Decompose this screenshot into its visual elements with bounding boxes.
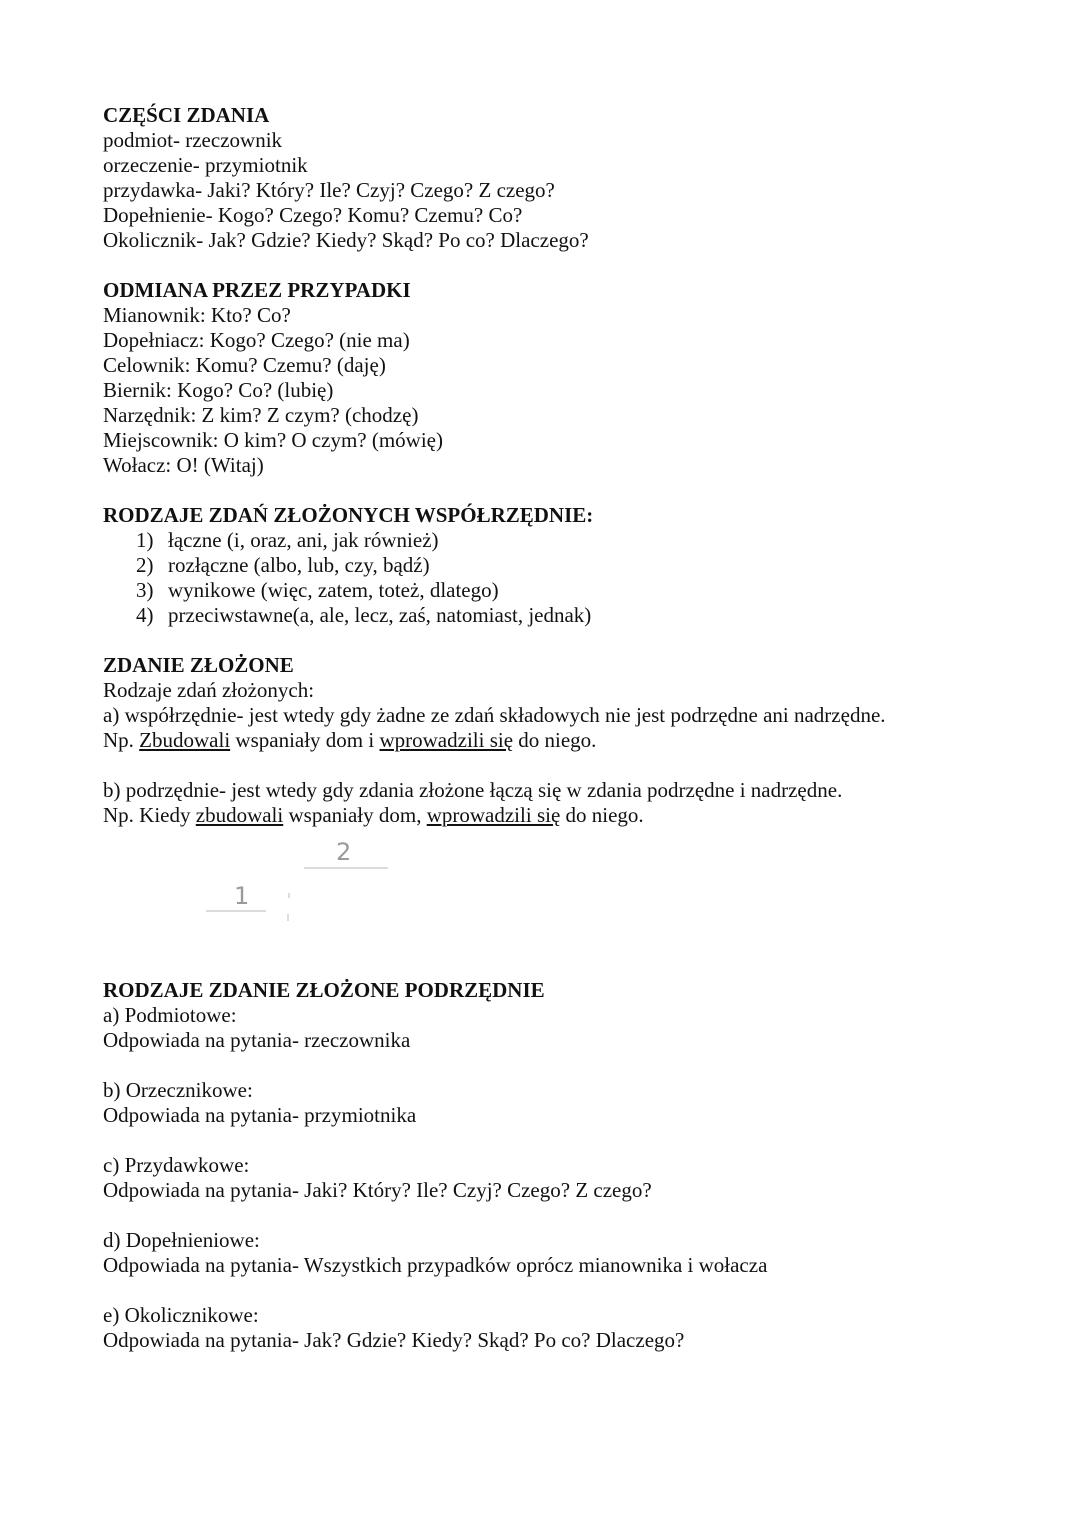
type-answer: Odpowiada na pytania- przymiotnika: [103, 1103, 417, 1127]
text-line: Wołacz: O! (Witaj): [103, 453, 264, 477]
list-item: [103, 578, 1003, 603]
type-label: d) Dopełnieniowe:: [103, 1228, 260, 1252]
section-title-wspolrzednie: RODZAJE ZDAŃ ZŁOŻONYCH WSPÓŁRZĘDNIE:: [103, 503, 594, 527]
section-title-zdanie-zlozone: ZDANIE ZŁOŻONE: [103, 653, 294, 677]
text-line: a) współrzędnie- jest wtedy gdy żadne ze zdań składowych nie jest podrzędne ani nadrzędne.: [103, 703, 886, 727]
text-line: Dopełniacz: Kogo? Czego? (nie ma): [103, 328, 410, 352]
example-sentence: [103, 803, 1003, 828]
example-text: wspaniały dom,: [283, 803, 427, 827]
text-line: Dopełnienie- Kogo? Czego? Komu? Czemu? Co?: [103, 203, 523, 227]
text-line: przydawka- Jaki? Który? Ile? Czyj? Czego? Z czego?: [103, 178, 555, 202]
example-text: Np.: [103, 728, 140, 752]
example-text: Np. Kiedy: [103, 803, 196, 827]
type-answer: Odpowiada na pytania- Jak? Gdzie? Kiedy? Skąd? Po co? Dlaczego?: [103, 1328, 685, 1352]
type-label: a) Podmiotowe:: [103, 1003, 237, 1027]
handwritten-mark-1: 1: [234, 882, 250, 910]
example-text: do niego.: [513, 728, 597, 752]
example-sentence: [103, 728, 1003, 753]
text-line: Celownik: Komu? Czemu? (daję): [103, 353, 386, 377]
example-text: wspaniały dom i: [230, 728, 380, 752]
list-number: 1): [136, 528, 154, 552]
numbered-list: [103, 528, 1003, 628]
text-line: orzeczenie- przymiotnik: [103, 153, 308, 177]
list-text: rozłączne (albo, lub, czy, bądź): [168, 553, 430, 577]
type-label: b) Orzecznikowe:: [103, 1078, 253, 1102]
type-answer: Odpowiada na pytania- Wszystkich przypadków oprócz mianownika i wołacza: [103, 1253, 768, 1277]
document-page: [103, 103, 1003, 1353]
list-number: 2): [136, 553, 154, 577]
section-title-podrzednie: RODZAJE ZDANIE ZŁOŻONE PODRZĘDNIE: [103, 978, 545, 1002]
text-line: Narzędnik: Z kim? Z czym? (chodzę): [103, 403, 419, 427]
text-line: Mianownik: Kto? Co?: [103, 303, 291, 327]
underlined-predicate: wprowadzili się: [426, 803, 561, 827]
section-title-odmiana: ODMIANA PRZEZ PRZYPADKI: [103, 278, 411, 302]
text-line: podmiot- rzeczownik: [103, 128, 283, 152]
text-line: Miejscownik: O kim? O czym? (mówię): [103, 428, 443, 452]
list-text: łączne (i, oraz, ani, jak również): [168, 528, 439, 552]
type-answer: Odpowiada na pytania- rzeczownika: [103, 1028, 411, 1052]
list-item: [103, 528, 1003, 553]
list-item: [103, 603, 1003, 628]
type-answer: Odpowiada na pytania- Jaki? Który? Ile? Czyj? Czego? Z czego?: [103, 1178, 652, 1202]
underlined-predicate: zbudowali: [195, 803, 284, 827]
list-item: [103, 553, 1003, 578]
list-number: 4): [136, 603, 154, 627]
list-text: przeciwstawne(a, ale, lecz, zaś, natomiast, jednak): [168, 603, 592, 627]
text-line: Rodzaje zdań złożonych:: [103, 678, 315, 702]
type-label: e) Okolicznikowe:: [103, 1303, 259, 1327]
text-line: b) podrzędnie- jest wtedy gdy zdania złożone łączą się w zdania podrzędne i nadrzędne.: [103, 778, 843, 802]
text-line: Biernik: Kogo? Co? (lubię): [103, 378, 334, 402]
example-text: do niego.: [560, 803, 644, 827]
list-number: 3): [136, 578, 154, 602]
text-line: Okolicznik- Jak? Gdzie? Kiedy? Skąd? Po co? Dlaczego?: [103, 228, 589, 252]
list-text: wynikowe (więc, zatem, toteż, dlatego): [168, 578, 499, 602]
section-title-czesci-zdania: CZĘŚCI ZDANIA: [103, 103, 270, 127]
handwritten-mark-2: 2: [336, 838, 352, 866]
type-label: c) Przydawkowe:: [103, 1153, 250, 1177]
underlined-predicate: wprowadzili się: [379, 728, 514, 752]
underlined-predicate: Zbudowali: [139, 728, 231, 752]
